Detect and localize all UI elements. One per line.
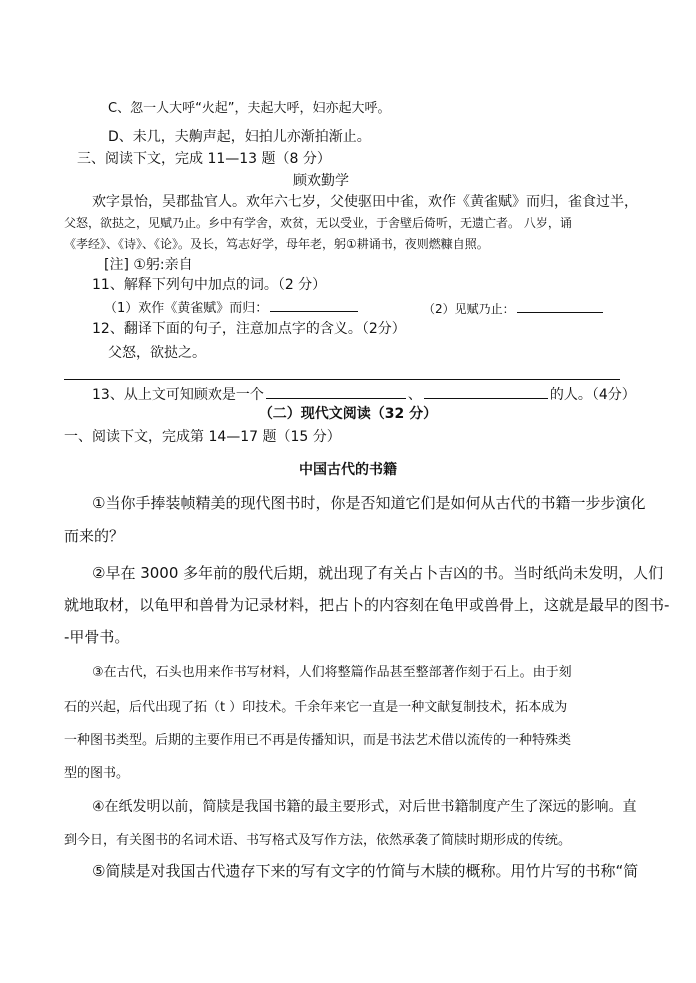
q10-option-d: D、未几，夫齁声起，妇拍儿亦渐拍渐止。: [108, 129, 371, 145]
section-intro-modern: 一、阅读下文，完成第 14—17 题（15 分）: [64, 429, 341, 445]
paragraph-line: 型的图书。: [64, 766, 130, 781]
q12-sentence: 父怒，欲挞之。: [108, 345, 206, 361]
paragraph-line: ②早在 3000 多年前的殷代后期，就出现了有关占卜吉凶的书。当时纸尚未发明，人们: [92, 564, 664, 582]
paragraph-line: ⑤简牍是对我国古代遗存下来的写有文字的竹简与木牍的概称。用竹片写的书称“简: [92, 862, 639, 880]
paragraph-line: ③在古代，石头也用来作书写材料，人们将整篇作品甚至整部著作刻于石上。由于刻: [92, 665, 572, 680]
q11-item-2: [423, 298, 605, 316]
paragraph-line: -甲骨书。: [64, 628, 130, 646]
question-13: [92, 384, 636, 404]
answer-blank[interactable]: [424, 384, 548, 399]
q10-option-c: C、忽一人大呼“火起”，夫起大呼，妇亦起大呼。: [108, 101, 391, 116]
answer-blank[interactable]: [270, 297, 358, 312]
answer-blank[interactable]: [517, 298, 603, 313]
part-title-text: （二）现代文阅读（32 分）: [258, 406, 438, 422]
paragraph-line: ①当你手捧装帧精美的现代图书时，你是否知道它们是如何从古代的书籍一步步演化: [92, 494, 646, 512]
question-12: 12、翻译下面的句子，注意加点字的含义。（2分）: [92, 321, 406, 337]
passage-line: 父怒，欲挞之，见赋乃止。乡中有学舍，欢贫，无以受业，于舍壁后倚听，无遗亡者。 八岁，诵: [64, 216, 572, 230]
passage-line: 欢字景怡，吴郡盐官人。欢年六七岁，父使驱田中雀，欢作《黄雀赋》而归，雀食过半，: [92, 194, 638, 210]
passage-line: 《孝经》、《诗》、《论》。及长，笃志好学，母年老，躬①耕诵书，夜则燃糠自照。: [64, 237, 489, 251]
q11-item-1-text: （1）欢作《黄雀赋》而归：: [104, 301, 269, 316]
paragraph-line: 而来的？: [64, 527, 125, 545]
q13-text-b: 的人。（4分）: [549, 387, 636, 403]
paragraph-line: 一种图书类型。后期的主要作用已不再是传播知识，而是书法艺术借以流传的一种特殊类: [64, 733, 572, 748]
q13-separator: 、: [407, 387, 422, 403]
paragraph-line: ④在纸发明以前，简牍是我国书籍的最主要形式，对后世书籍制度产生了深远的影响。直: [92, 799, 637, 815]
question-11: 11、解释下列句中加点的词。（2 分）: [92, 277, 327, 293]
part-title: [0, 406, 696, 423]
answer-blank[interactable]: [266, 384, 406, 399]
q11-item-2-text: （2）见赋乃止：: [423, 302, 515, 316]
answer-line[interactable]: [64, 379, 620, 380]
paragraph-line: 石的兴起，后代出现了拓（t ）印技术。千余年来它一直是一种文献复制技术，拓本成为: [64, 700, 568, 715]
article-title-text: 中国古代的书籍: [299, 462, 397, 478]
q11-item-1: [104, 297, 360, 317]
passage-title: 顾欢勤学: [293, 173, 349, 189]
paragraph-line: 到今日，有关图书的名词术语、书写格式及写作方法，依然承袭了简牍时期形成的传统。: [64, 833, 572, 848]
paragraph-line: 就地取材，以龟甲和兽骨为记录材料，把占卜的内容刻在龟甲或兽骨上，这就是最早的图书-: [64, 596, 670, 614]
article-title: [0, 462, 696, 479]
section-intro-classical: 三、阅读下文，完成 11—13 题（8 分）: [77, 151, 331, 167]
footnote: [注] ①躬:亲自: [104, 257, 193, 273]
q13-text-a: 13、从上文可知顾欢是一个: [92, 387, 264, 403]
